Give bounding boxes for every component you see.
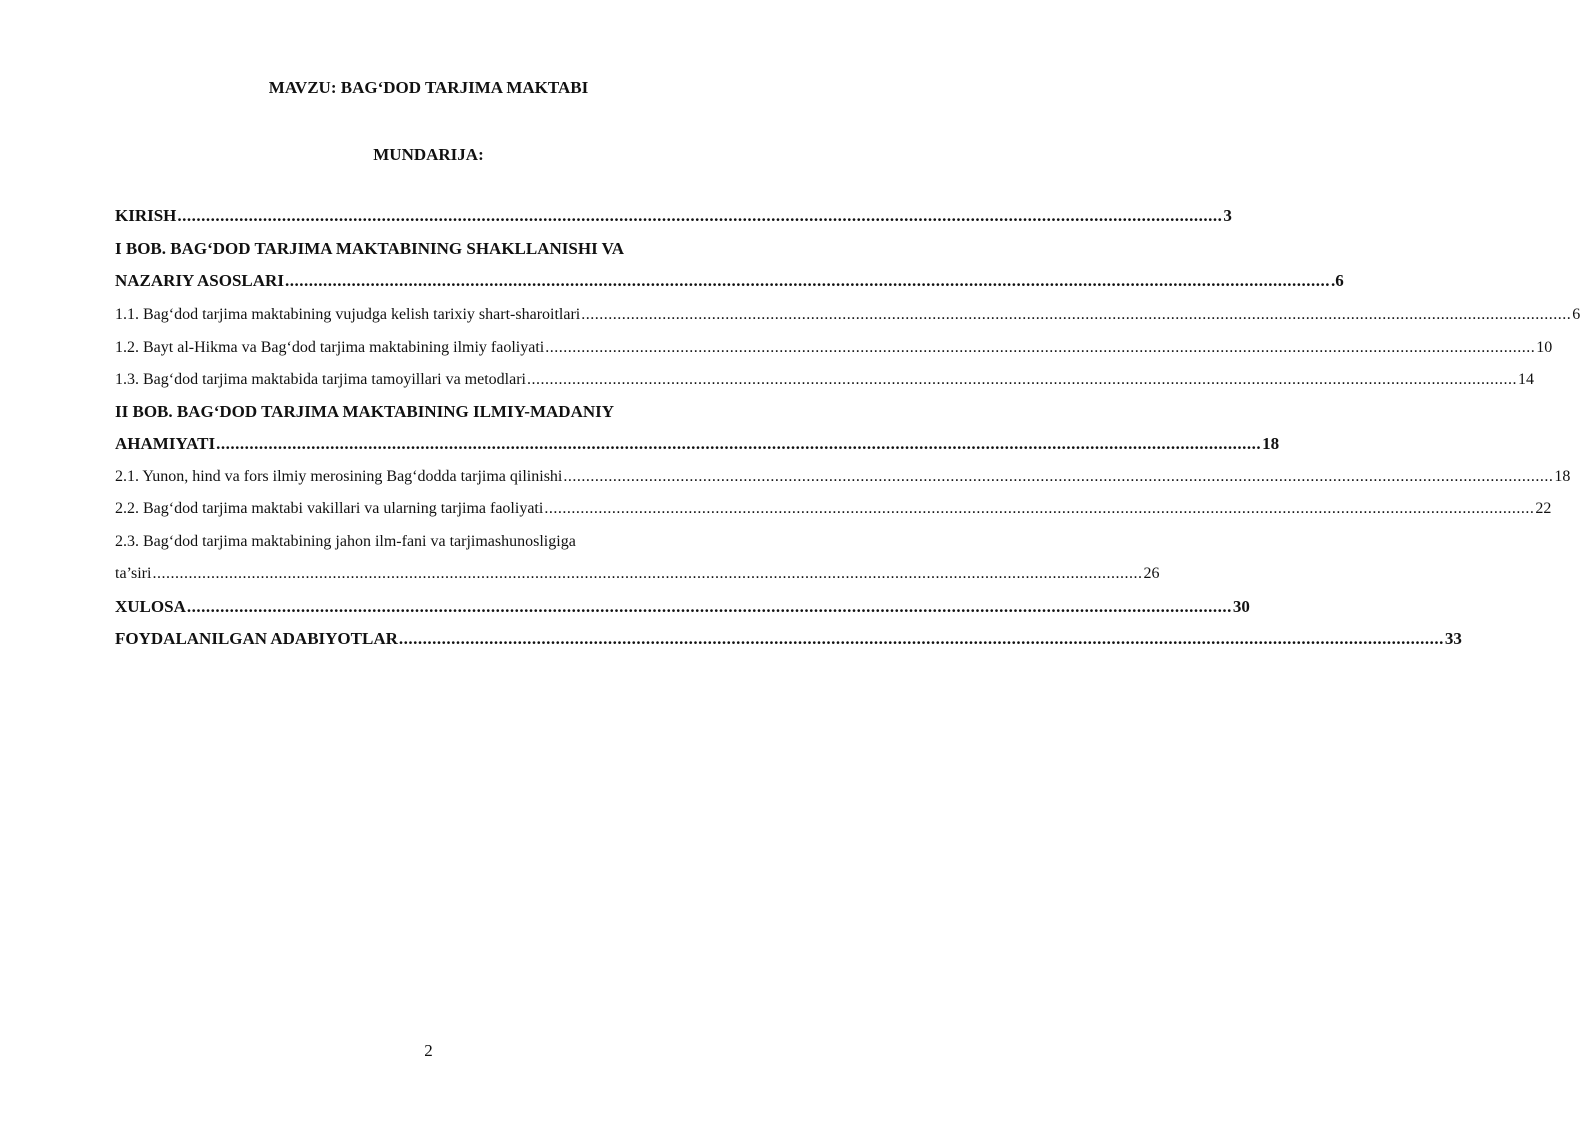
toc-entry-text: KIRISH: [115, 206, 177, 225]
toc-entry-page: 22: [1535, 500, 1552, 517]
toc-entry-text: 1.1. Bag‘dod tarjima maktabining vujudga kelish tarixiy shart-sharoitlari: [115, 306, 581, 323]
toc-entry-chapter-1-line-1[interactable]: [115, 238, 723, 260]
toc-entry-kirish[interactable]: [115, 205, 1232, 227]
toc-entry-text: 1.2. Bayt al-Hikma va Bag‘dod tarjima maktabining ilmiy faoliyati: [115, 339, 545, 356]
toc-entry-page: 10: [1536, 339, 1553, 356]
toc-leader-dots: ............................................................................................................................................................................................................................: [545, 339, 1536, 356]
toc-entry-text: XULOSA: [115, 597, 186, 616]
toc-entry-page: 14: [1517, 371, 1534, 388]
toc-entry-text: 1.3. Bag‘dod tarjima maktabida tarjima tamoyillari va metodlari: [115, 371, 526, 388]
toc-leader-dots: ............................................................................................................................................................................................................................: [526, 371, 1517, 388]
toc-entry-2-1[interactable]: [115, 466, 1571, 488]
toc-leader-dots: ............................................................................................................................................................................................................................: [152, 565, 1143, 582]
toc-entry-page: 18: [1262, 434, 1280, 453]
toc-entry-xulosa[interactable]: [115, 596, 1250, 618]
toc-entry-chapter-2[interactable]: [115, 433, 1280, 455]
page-number: 2: [424, 1041, 433, 1060]
toc-entry-page: 26: [1143, 565, 1160, 582]
toc-leader-dots: ............................................................................................................................................................................................................................: [284, 271, 1330, 290]
toc-entry-1-1[interactable]: [115, 304, 1580, 326]
toc-entry-text: 2.1. Yunon, hind va fors ilmiy merosining Bag‘dodda tarjima qilinishi: [115, 468, 563, 485]
toc-leader-dots: ............................................................................................................................................................................................................................: [186, 597, 1232, 616]
toc-entry-page: 33: [1444, 629, 1462, 648]
toc-entry-page: 18: [1554, 468, 1571, 485]
toc-entry-page: 3: [1223, 206, 1232, 225]
toc-entry-text: AHAMIYATI: [115, 434, 216, 453]
toc-entry-text: I BOB. BAG‘DOD TARJIMA MAKTABINING SHAKLLANISHI VA: [115, 239, 624, 258]
toc-entry-2-3-line-1[interactable]: [115, 531, 723, 553]
toc-leader-dots: ............................................................................................................................................................................................................................: [177, 206, 1223, 225]
toc-leader-dots: ............................................................................................................................................................................................................................: [563, 468, 1554, 485]
toc-entry-text: NAZARIY ASOSLARI: [115, 271, 284, 290]
toc-entry-text: II BOB. BAG‘DOD TARJIMA MAKTABINING ILMIY-MADANIY: [115, 402, 615, 421]
toc-entry-1-2[interactable]: [115, 337, 1553, 359]
toc-entry-text: 2.2. Bag‘dod tarjima maktabi vakillari va ularning tarjima faoliyati: [115, 500, 544, 517]
toc-entry-adabiyotlar[interactable]: [115, 628, 1462, 650]
toc-entry-page: .6: [1330, 271, 1344, 290]
toc-entry-page: 6: [1572, 306, 1580, 323]
toc-leader-dots: ............................................................................................................................................................................................................................: [398, 629, 1444, 648]
toc-entry-1-3[interactable]: [115, 369, 1534, 391]
toc-entry-text: 2.3. Bag‘dod tarjima maktabining jahon ilm-fani va tarjimashunosligiga: [115, 533, 576, 550]
toc-leader-dots: ............................................................................................................................................................................................................................: [544, 500, 1535, 517]
page-title: MAVZU: BAG‘DOD TARJIMA MAKTABI: [268, 78, 589, 97]
toc-entry-page: 30: [1232, 597, 1250, 616]
toc-heading: MUNDARIJA:: [373, 145, 484, 164]
toc-entry-2-3[interactable]: [115, 563, 1160, 585]
toc-entry-chapter-1[interactable]: [115, 270, 1344, 292]
toc-leader-dots: ............................................................................................................................................................................................................................: [581, 306, 1572, 323]
toc-leader-dots: ............................................................................................................................................................................................................................: [216, 434, 1262, 453]
toc-entry-2-2[interactable]: [115, 498, 1552, 520]
toc-entry-text: ta’siri: [115, 565, 152, 582]
toc-entry-chapter-2-line-1[interactable]: [115, 401, 723, 423]
toc-entry-text: FOYDALANILGAN ADABIYOTLAR: [115, 629, 398, 648]
